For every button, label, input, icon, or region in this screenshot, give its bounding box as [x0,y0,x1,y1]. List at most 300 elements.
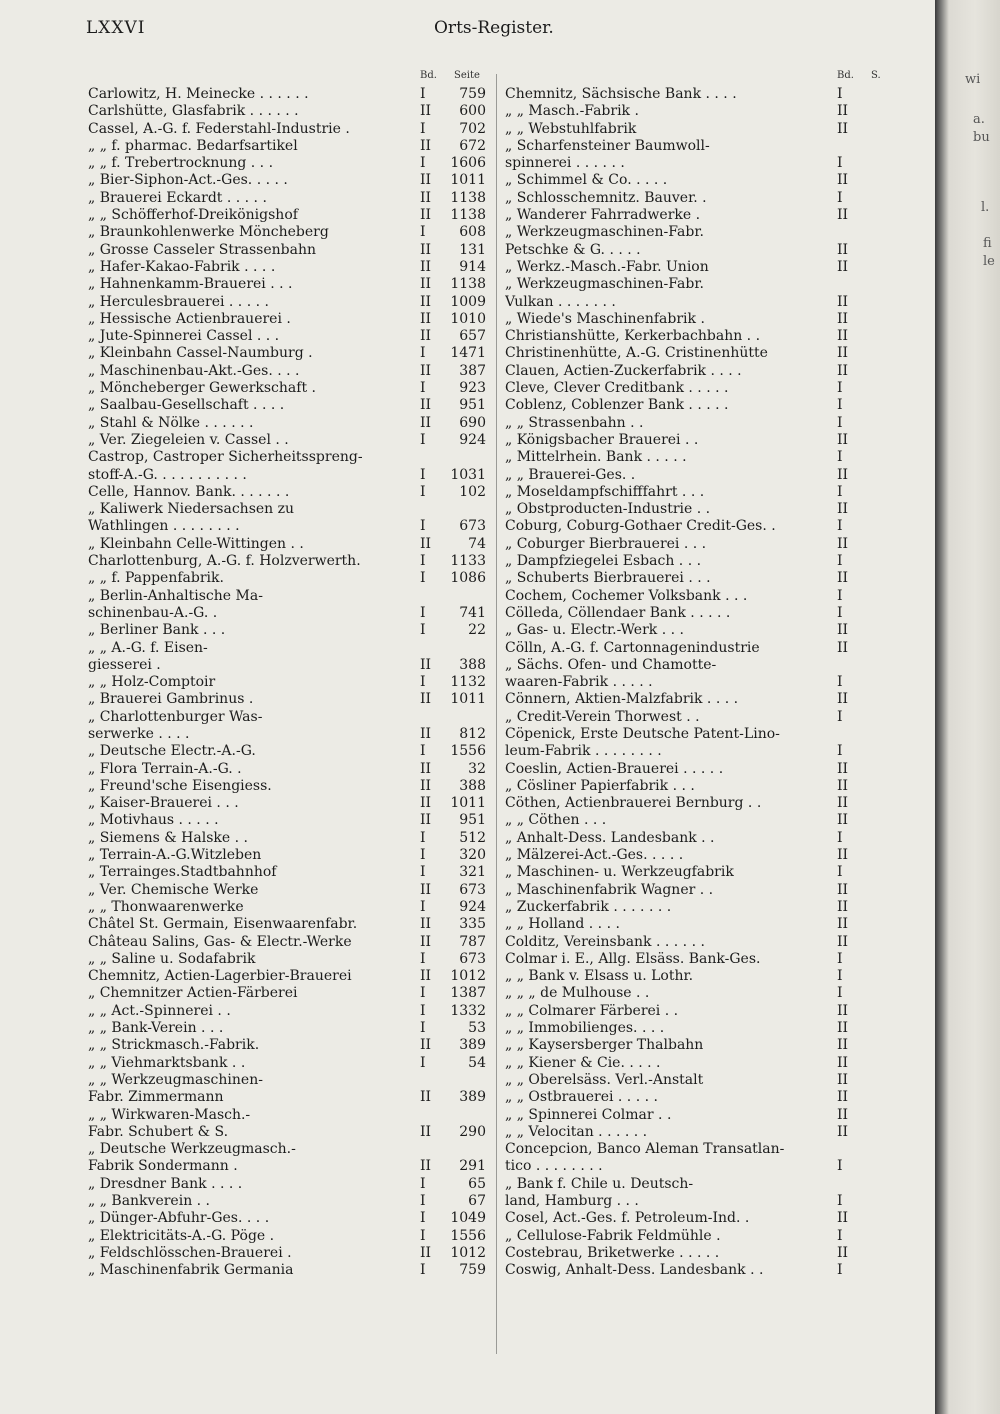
register-entry [88,259,488,276]
entry-name: waaren-Fabrik . . . . . [505,674,653,691]
register-entry [505,674,885,691]
entry-band: II [837,881,849,898]
entry-page: 673 [459,881,486,898]
entry-name: „ Flora Terrain-A.-G. . [88,760,242,777]
entry-band: II [837,466,849,483]
entry-band: II [420,968,432,985]
entry-band: II [420,397,432,414]
entry-name: leum-Fabrik . . . . . . . . [505,743,662,760]
entry-name: „ Schimmel & Co. . . . . [505,172,668,189]
entry-page: 924 [459,431,486,448]
entry-name: „ „ „ de Mulhouse . . [505,985,650,1002]
register-entry [88,190,488,207]
entry-name: „ Charlottenburger Was- [88,708,263,725]
entry-band: I [837,604,843,621]
entry-name: „ Schuberts Bierbrauerei . . . [505,570,711,587]
register-entry [505,1158,885,1175]
entry-band: I [420,345,426,362]
band-header: Bd. [420,70,437,81]
entry-name: „ Credit-Verein Thorwest . . [505,708,700,725]
entry-page: 951 [459,397,486,414]
register-entry [88,103,488,120]
register-entry [505,1089,885,1106]
register-entry [505,622,885,639]
entry-band: II [837,310,849,327]
entry-name: Cöthen, Actienbrauerei Bernburg . . [505,795,762,812]
entry-page: 65 [468,1175,486,1192]
entry-name: spinnerei . . . . . . [505,155,625,172]
entry-name: Colditz, Vereinsbank . . . . . . [505,933,705,950]
register-entry [88,294,488,311]
entry-band: II [420,535,432,552]
register-entry [88,1020,488,1037]
entry-name: „ Cellulose-Fabrik Feldmühle . [505,1227,721,1244]
left-column [88,70,488,1279]
entry-band: I [837,1158,843,1175]
entry-page: 657 [459,328,486,345]
entry-band: I [837,743,843,760]
entry-name: „ „ f. pharmac. Bedarfsartikel [88,137,298,154]
entry-page: 673 [459,518,486,535]
entry-name: „ Maschinenbau-Akt.-Ges. . . . [88,362,300,379]
column-divider [496,74,497,1354]
page-fold-adjacent-page [935,0,1000,1414]
entry-name: „ Königsbacher Brauerei . . [505,431,699,448]
entry-band: II [420,189,432,206]
entry-band: I [837,587,843,604]
register-entry [88,363,488,380]
entry-band: II [420,1158,432,1175]
entry-band: II [837,535,849,552]
register-entry [88,847,488,864]
register-entry [505,1262,885,1279]
entry-name: „ Wanderer Fahrradwerke . [505,207,701,224]
register-entry [88,1072,488,1089]
register-entry [88,518,488,535]
entry-band: I [837,1262,843,1279]
register-entry [505,1020,885,1037]
entry-band: II [420,328,432,345]
entry-page: 1086 [450,570,486,587]
entry-band: I [420,431,426,448]
register-entry [505,484,885,501]
entry-band: I [420,864,426,881]
entry-page: 291 [459,1158,486,1175]
register-entry [505,172,885,189]
entry-band: II [420,258,432,275]
register-entry [505,242,885,259]
entry-name: „ Werkzeugmaschinen-Fabr. [505,224,704,241]
register-entry [505,86,885,103]
entry-band: II [420,362,432,379]
register-entry [505,882,885,899]
entry-name: „ Terrainges.Stadtbahnhof [88,864,277,881]
register-entry [505,1210,885,1227]
register-entry [505,328,885,345]
entry-page: 388 [459,777,486,794]
entry-page: 1031 [450,466,486,483]
entry-band: I [837,553,843,570]
entry-page: 741 [459,604,486,621]
entry-name: „ „ Immobilienges. . . . [505,1020,665,1037]
register-entry [88,622,488,639]
entry-band: I [420,829,426,846]
register-entry [88,397,488,414]
register-entry [505,709,885,726]
entry-name: „ „ Cöthen . . . [505,812,607,829]
register-entry [505,795,885,812]
entry-name: stoff-A.-G. . . . . . . . . . . [88,466,247,483]
register-entry [88,1158,488,1175]
register-entry [505,553,885,570]
entry-name: „ Sächs. Ofen- und Chamotte- [505,656,717,673]
adjacent-fragment: a. [973,112,985,127]
entry-name: Coeslin, Actien-Brauerei . . . . . [505,760,724,777]
entry-band: I [837,414,843,431]
entry-band: II [837,760,849,777]
entry-name: „ „ Spinnerei Colmar . . [505,1106,672,1123]
entry-name: „ Chemnitzer Actien-Färberei [88,985,298,1002]
seite-header: Seite [454,70,480,81]
entry-name: „ „ Ostbrauerei . . . . . [505,1089,658,1106]
register-entry [88,761,488,778]
left-column-header [88,70,488,86]
entry-name: „ Elektricitäts-A.-G. Pöge . [88,1227,275,1244]
entry-name: „ Motivhaus . . . . . [88,812,219,829]
entry-name: „ Ver. Ziegeleien v. Cassel . . [88,431,289,448]
entry-band: I [837,397,843,414]
entry-page: 1011 [450,795,486,812]
entry-page: 1606 [450,155,486,172]
register-entry [505,985,885,1002]
entry-band: II [837,777,849,794]
entry-name: Château Salins, Gas- & Electr.-Werke [88,933,352,950]
entry-name: „ Hafer-Kakao-Fabrik . . . . [88,258,276,275]
entry-page: 759 [459,86,486,102]
page-header [0,18,935,48]
entry-band: II [420,414,432,431]
entry-band: II [837,1071,849,1088]
register-entry [88,951,488,968]
entry-name: Chemnitz, Sächsische Bank . . . . [505,86,737,102]
entry-band: II [420,293,432,310]
entry-name: „ Werkz.-Masch.-Fabr. Union [505,258,709,275]
register-entry [505,778,885,795]
entry-name: „ „ Velocitan . . . . . . [505,1123,648,1140]
register-entry [88,501,488,518]
entry-name: „ Mittelrhein. Bank . . . . . [505,449,687,466]
entry-name: „ Dresdner Bank . . . . [88,1175,243,1192]
entry-band: II [837,847,849,864]
entry-name: „ Gas- u. Electr.-Werk . . . [505,622,684,639]
entry-name: „ Kleinbahn Cassel-Naumburg . [88,345,313,362]
entry-page: 914 [459,258,486,275]
entry-name: „ Deutsche Werkzeugmasch.- [88,1141,296,1158]
entry-page: 74 [468,535,486,552]
register-entry [505,605,885,622]
entry-name: Colmar i. E., Allg. Elsäss. Bank-Ges. [505,950,761,967]
entry-name: „ „ Strickmasch.-Fabrik. [88,1037,260,1054]
register-entry [88,345,488,362]
entry-name: „ Moseldampfschifffahrt . . . [505,483,705,500]
entry-band: II [837,207,849,224]
entry-band: II [837,501,849,518]
entry-band: II [420,916,432,933]
entry-band: II [837,795,849,812]
entry-band: I [420,483,426,500]
register-entry [505,467,885,484]
entry-band: I [420,1262,426,1279]
entry-band: I [837,968,843,985]
band-header-right: Bd. [837,70,854,81]
entry-name: „ „ Bankverein . . [88,1193,211,1209]
entry-band: II [837,933,849,950]
entry-band: II [837,1106,849,1123]
entry-name: „ Stahl & Nölke . . . . . . [88,414,254,431]
entry-band: II [420,172,432,189]
adjacent-fragment: le [983,254,995,269]
register-entry [88,1228,488,1245]
entry-page: 787 [459,933,486,950]
entry-name: „ „ Kaysersberger Thalbahn [505,1037,704,1054]
right-column [505,70,885,1279]
entry-name: „ Maschinenfabrik Wagner . . [505,881,714,898]
entry-band: II [837,1210,849,1227]
entry-page: 1012 [450,1244,486,1261]
entry-name: schinenbau-A.-G. . [88,604,218,621]
entry-page: 1049 [450,1210,486,1227]
register-entry [88,1245,488,1262]
entry-band: I [837,674,843,691]
entry-name: „ Grosse Casseler Strassenbahn [88,241,316,258]
register-entry [88,467,488,484]
entry-band: II [837,1089,849,1106]
register-entry [88,536,488,553]
register-entry [505,536,885,553]
entry-band: II [420,777,432,794]
entry-name: „ „ Holz-Comptoir [88,674,216,691]
entry-band: I [420,985,426,1002]
page-number: LXXVI [86,18,146,38]
entry-name: „ Braunkohlenwerke Möncheberg [88,224,329,241]
entry-page: 600 [459,103,486,120]
register-entry [88,1262,488,1279]
entry-name: „ Brauerei Eckardt . . . . . [88,189,267,206]
register-entry [505,1176,885,1193]
entry-name: Vulkan . . . . . . . [505,293,616,310]
entry-page: 812 [459,725,486,742]
register-entry [88,864,488,881]
register-entry [88,570,488,587]
register-entry [505,1141,885,1158]
register-entry [88,1055,488,1072]
register-entry [505,588,885,605]
entry-band: II [420,1037,432,1054]
entry-band: II [837,328,849,345]
entry-band: I [420,466,426,483]
entry-band: I [837,449,843,466]
entry-band: II [837,103,849,120]
entry-name: „ Maschinenfabrik Germania [88,1262,294,1279]
entry-name: „ „ Colmarer Färberei . . [505,1002,679,1019]
register-entry [88,328,488,345]
entry-band: II [837,812,849,829]
entry-band: I [420,1054,426,1071]
entry-name: „ „ Viehmarktsbank . . [88,1054,246,1071]
entry-page: 290 [459,1123,486,1140]
entry-page: 690 [459,414,486,431]
register-entry [505,934,885,951]
entry-name: „ Scharfensteiner Baumwoll- [505,137,710,154]
entry-band: I [837,483,843,500]
register-entry [505,1124,885,1141]
register-entry [88,311,488,328]
seite-header-right: S. [871,70,881,81]
entry-band: II [837,345,849,362]
entry-name: „ Siemens & Halske . . [88,829,248,846]
register-entry [505,259,885,276]
register-entry [88,172,488,189]
register-entry [505,501,885,518]
entry-band: II [420,881,432,898]
entry-name: „ Hessische Actienbrauerei . [88,310,291,327]
entry-name: „ Dünger-Abfuhr-Ges. . . . [88,1210,270,1227]
entry-page: 389 [459,1037,486,1054]
register-entry [505,155,885,172]
entry-name: Cleve, Clever Creditbank . . . . . [505,380,729,397]
entry-page: 22 [468,622,486,639]
register-entry [505,570,885,587]
entry-name: Cöpenick, Erste Deutsche Patent-Lino- [505,725,780,742]
entry-band: II [837,241,849,258]
entry-name: „ Zuckerfabrik . . . . . . . [505,898,672,915]
entry-page: 1332 [450,1002,486,1019]
entry-name: „ Kaiser-Brauerei . . . [88,795,239,812]
entry-band: II [420,241,432,258]
register-entry [505,847,885,864]
register-entry [88,276,488,293]
register-entry [88,812,488,829]
register-entry [88,86,488,103]
register-entry [505,190,885,207]
entry-band: I [420,604,426,621]
register-entry [505,1003,885,1020]
entry-band: I [837,829,843,846]
entry-band: II [420,760,432,777]
register-entry [88,657,488,674]
entry-page: 1138 [450,207,486,224]
entry-name: „ Wiede's Maschinenfabrik . [505,310,705,327]
entry-page: 1012 [450,968,486,985]
entry-band: II [837,570,849,587]
entry-page: 321 [459,864,486,881]
register-entry [505,1055,885,1072]
entry-name: „ „ f. Trebertrocknung . . . [88,155,274,172]
entry-band: I [420,674,426,691]
entry-name: „ Möncheberger Gewerkschaft . [88,380,316,397]
register-entry [505,432,885,449]
adjacent-fragment: bu [973,130,990,145]
entry-name: „ Berlin-Anhaltische Ma- [88,587,263,604]
entry-band: II [837,1002,849,1019]
entry-page: 387 [459,362,486,379]
entry-name: Chemnitz, Actien-Lagerbier-Brauerei [88,968,352,985]
register-entry [88,899,488,916]
entry-page: 1011 [450,691,486,708]
entry-band: II [420,656,432,673]
entry-name: „ „ Bank v. Elsass u. Lothr. [505,968,694,985]
entry-band: I [420,518,426,535]
entry-band: I [420,743,426,760]
entry-band: II [837,622,849,639]
entry-name: „ „ Act.-Spinnerei . . [88,1002,231,1019]
entry-name: Clauen, Actien-Zuckerfabrik . . . . [505,362,742,379]
register-entry [88,968,488,985]
entry-name: Costebrau, Briketwerke . . . . . [505,1244,720,1261]
register-entry [505,640,885,657]
entry-name: „ „ Oberelsäss. Verl.-Anstalt [505,1071,704,1088]
entry-band: I [420,120,426,137]
entry-name: Coswig, Anhalt-Dess. Landesbank . . [505,1262,764,1279]
entry-page: 1138 [450,189,486,206]
entry-band: I [837,86,843,102]
entry-band: II [837,431,849,448]
entry-band: I [420,1210,426,1227]
entry-band: I [420,847,426,864]
register-entry [505,899,885,916]
entry-band: II [420,276,432,293]
entry-band: II [837,362,849,379]
entry-name: serwerke . . . . [88,725,190,742]
register-entry [505,397,885,414]
entry-page: 131 [459,241,486,258]
register-entry [505,743,885,760]
left-entries [88,86,488,1279]
entry-page: 1138 [450,276,486,293]
entry-page: 951 [459,812,486,829]
register-entry [505,657,885,674]
entry-name: „ Kleinbahn Celle-Wittingen . . [88,535,304,552]
register-entry [88,1193,488,1210]
entry-name: „ Hahnenkamm-Brauerei . . . [88,276,293,293]
register-entry [505,812,885,829]
register-entry [505,761,885,778]
entry-band: I [420,570,426,587]
register-entry [88,1210,488,1227]
entry-band: I [420,1175,426,1192]
adjacent-fragment: l. [981,200,990,215]
register-entry [88,1124,488,1141]
entry-page: 67 [468,1193,486,1209]
entry-name: „ Freund'sche Eisengiess. [88,777,272,794]
register-entry [88,1107,488,1124]
register-entry [505,415,885,432]
register-entry [88,242,488,259]
adjacent-fragment: wi [965,72,981,87]
entry-band: I [420,224,426,241]
register-entry [505,951,885,968]
entry-band: II [420,207,432,224]
right-column-header [505,70,885,86]
register-entry [505,207,885,224]
entry-band: II [837,1054,849,1071]
entry-name: Christianshütte, Kerkerbachbahn . . [505,328,761,345]
entry-name: Christinenhütte, A.-G. Cristinenhütte [505,345,768,362]
entry-name: giesserei . [88,656,161,673]
register-entry [505,449,885,466]
register-entry [88,1003,488,1020]
entry-name: Petschke & G. . . . . [505,241,641,258]
